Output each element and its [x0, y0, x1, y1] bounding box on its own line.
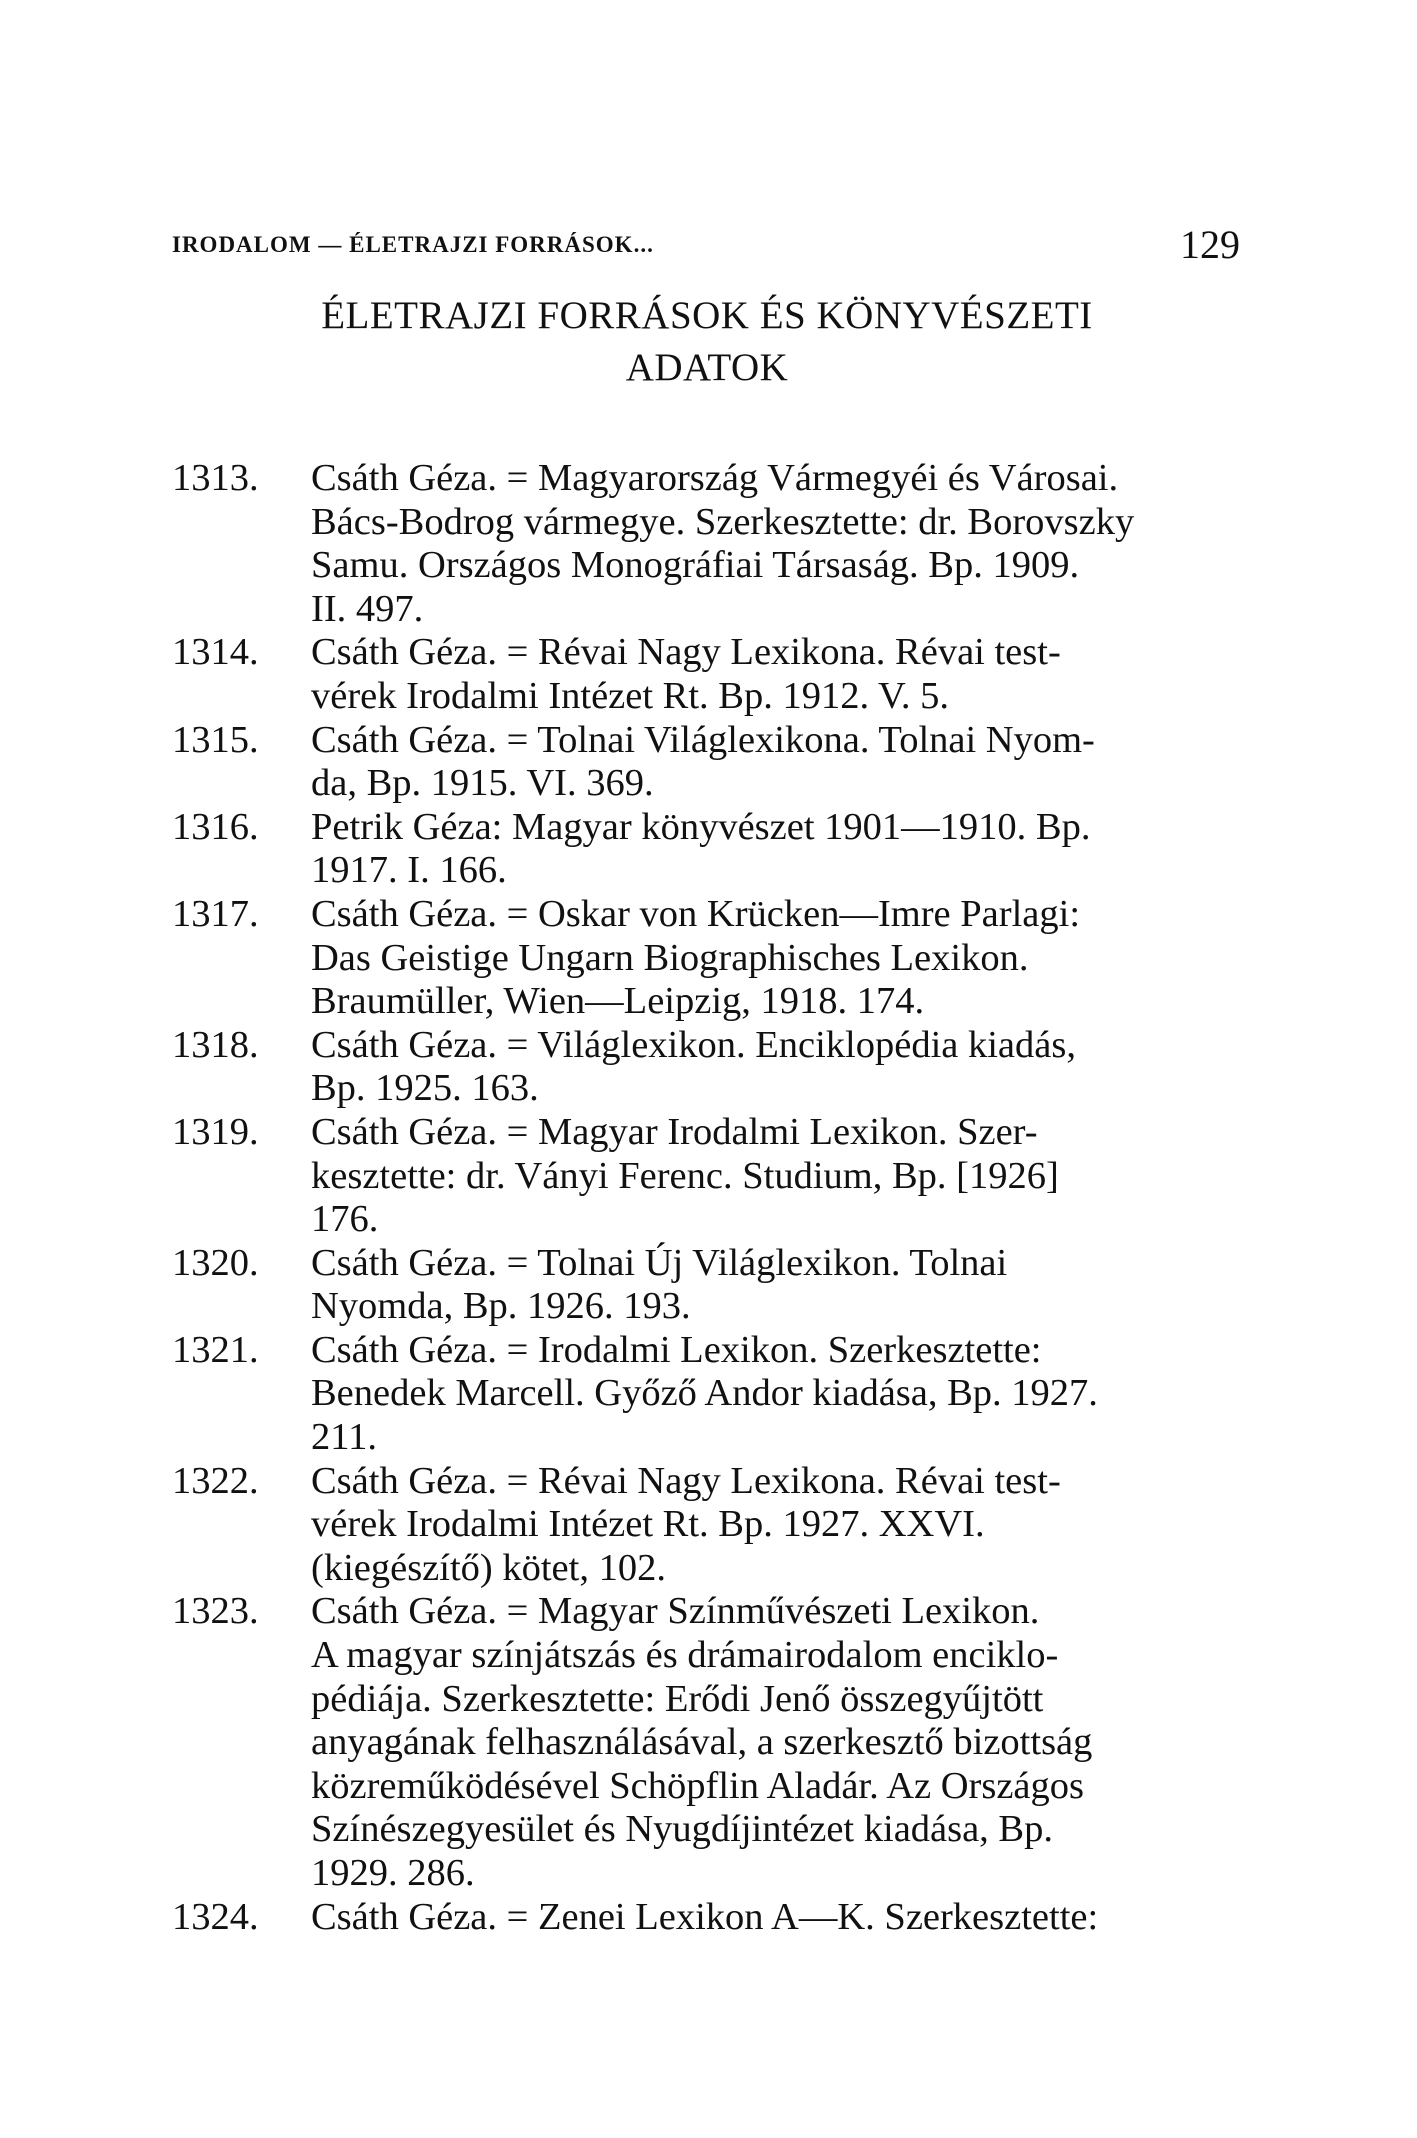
entry-text: [311, 1329, 1247, 1460]
bibliography-entry: [172, 893, 1247, 1024]
entry-text: [311, 1024, 1247, 1111]
entry-line: 176.: [311, 1198, 379, 1241]
entry-line: Csáth Géza. = Zenei Lexikon A—K. Szerkesztette:: [311, 1895, 1099, 1938]
entry-text: [311, 457, 1247, 631]
bibliography-list: [172, 457, 1247, 1939]
bibliography-entry: [172, 1111, 1247, 1242]
entry-line: pédiája. Szerkesztette: Erődi Jenő összegyűjtött: [311, 1677, 1044, 1720]
entry-line: 1917. I. 166.: [311, 849, 507, 892]
entry-line: Samu. Országos Monográfiai Társaság. Bp. 1909.: [311, 544, 1080, 587]
entry-number: 1322.: [172, 1459, 259, 1502]
entry-line: 1929. 286.: [311, 1852, 475, 1894]
bibliography-entry: [172, 1460, 1247, 1591]
entry-number: 1320.: [172, 1241, 259, 1284]
entry-line: közreműködésével Schöpflin Aladár. Az Országos: [311, 1764, 1085, 1807]
entry-text: [311, 1460, 1247, 1591]
entry-text: [311, 1111, 1247, 1242]
section-title: [172, 290, 1242, 394]
entry-line: 211.: [311, 1416, 377, 1459]
entry-line: Csáth Géza. = Irodalmi Lexikon. Szerkesztette:: [311, 1328, 1042, 1371]
entry-line: Bács-Bodrog vármegye. Szerkesztette: dr. Borovszky: [311, 500, 1135, 543]
entry-text: [311, 1590, 1247, 1895]
entry-line: da, Bp. 1915. VI. 369.: [311, 762, 654, 805]
entry-line: Csáth Géza. = Tolnai Világlexikona. Tolnai Nyom-: [311, 718, 1095, 761]
page-number: 129: [1180, 222, 1240, 267]
bibliography-entry: [172, 806, 1247, 893]
entry-line: Színészegyesület és Nyugdíjintézet kiadása, Bp.: [311, 1808, 1053, 1851]
entry-line: A magyar színjátszás és drámairodalom enciklo-: [311, 1634, 1059, 1677]
running-head: IRODALOM — ÉLETRAJZI FORRÁSOK...: [172, 232, 654, 257]
entry-line: Das Geistige Ungarn Biographisches Lexikon.: [311, 936, 1029, 979]
bibliography-entry: [172, 1590, 1247, 1895]
entry-line: Csáth Géza. = Révai Nagy Lexikona. Révai test-: [311, 1459, 1061, 1502]
entry-line: Csáth Géza. = Oskar von Krücken—Imre Parlagi:: [311, 892, 1081, 935]
entry-line: Csáth Géza. = Magyarország Vármegyéi és Városai.: [311, 457, 1119, 499]
entry-line: kesztette: dr. Ványi Ferenc. Studium, Bp. [1926]: [311, 1154, 1059, 1197]
entry-number: 1324.: [172, 1895, 259, 1938]
entry-text: [311, 631, 1247, 718]
entry-text: [311, 719, 1247, 806]
bibliography-entry: [172, 719, 1247, 806]
entry-number: 1323.: [172, 1590, 259, 1633]
bibliography-entry: [172, 1896, 1247, 1940]
bibliography-entry: [172, 1024, 1247, 1111]
bibliography-entry: [172, 1329, 1247, 1460]
entry-text: [311, 806, 1247, 893]
entry-line: Bp. 1925. 163.: [311, 1067, 539, 1110]
entry-number: 1319.: [172, 1110, 259, 1153]
entry-line: Petrik Géza: Magyar könyvészet 1901—1910. Bp.: [311, 805, 1091, 848]
entry-text: [311, 893, 1247, 1024]
entry-line: vérek Irodalmi Intézet Rt. Bp. 1927. XXVI.: [311, 1503, 985, 1546]
entry-line: Csáth Géza. = Magyar Színművészeti Lexikon.: [311, 1590, 1040, 1633]
bibliography-entry: [172, 1242, 1247, 1329]
entry-line: Csáth Géza. = Révai Nagy Lexikona. Révai test-: [311, 631, 1061, 674]
entry-line: Benedek Marcell. Győző Andor kiadása, Bp. 1927.: [311, 1372, 1098, 1415]
entry-line: Csáth Géza. = Tolnai Új Világlexikon. Tolnai: [311, 1241, 1008, 1284]
entry-line: Csáth Géza. = Magyar Irodalmi Lexikon. Szer-: [311, 1110, 1038, 1153]
section-title-line-1: ÉLETRAJZI FORRÁSOK ÉS KÖNYVÉSZETI: [321, 294, 1093, 337]
entry-number: 1314.: [172, 631, 259, 674]
bibliography-entry: [172, 631, 1247, 718]
entry-line: II. 497.: [311, 587, 424, 630]
entry-line: (kiegészítő) kötet, 102.: [311, 1546, 666, 1589]
entry-number: 1318.: [172, 1023, 259, 1066]
entry-number: 1315.: [172, 718, 259, 761]
entry-number: 1321.: [172, 1328, 259, 1371]
entry-number: 1317.: [172, 892, 259, 935]
entry-text: [311, 1242, 1247, 1329]
entry-line: vérek Irodalmi Intézet Rt. Bp. 1912. V. 5.: [311, 674, 949, 717]
bibliography-entry: [172, 457, 1247, 631]
entry-line: Csáth Géza. = Világlexikon. Enciklopédia kiadás,: [311, 1023, 1076, 1066]
section-title-line-2: ADATOK: [625, 346, 789, 389]
entry-line: Braumüller, Wien—Leipzig, 1918. 174.: [311, 980, 925, 1023]
entry-number: 1313.: [172, 457, 259, 499]
entry-line: anyagának felhasználásával, a szerkesztő bizottság: [311, 1721, 1093, 1764]
entry-line: Nyomda, Bp. 1926. 193.: [311, 1285, 691, 1328]
entry-number: 1316.: [172, 805, 259, 848]
entry-text: [311, 1896, 1247, 1940]
